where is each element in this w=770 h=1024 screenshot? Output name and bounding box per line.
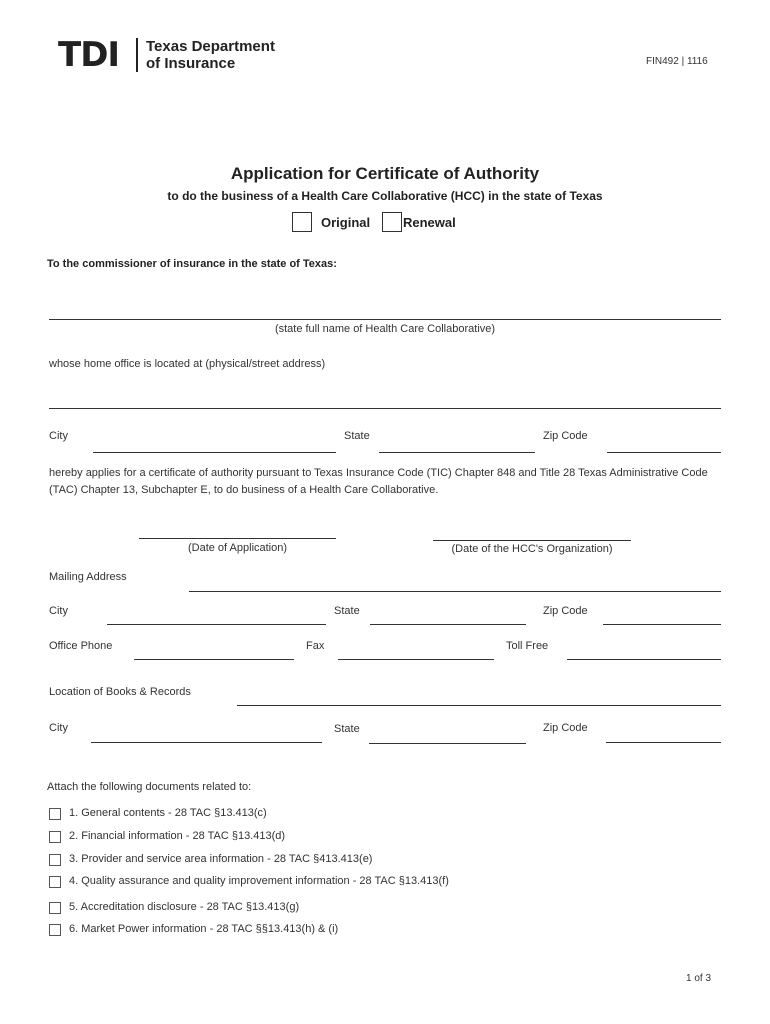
attachment-checkbox-5[interactable]	[49, 902, 61, 914]
mailing-city-label: City	[49, 605, 68, 617]
state-field[interactable]	[379, 452, 535, 453]
logo-text-line1: Texas Department	[146, 38, 275, 55]
attachment-item-5: 5. Accreditation disclosure - 28 TAC §13.413(g)	[69, 901, 300, 913]
logo-divider	[136, 38, 138, 72]
books-state-label: State	[334, 723, 360, 735]
mailing-zip-label: Zip Code	[543, 605, 588, 617]
date-application-caption: (Date of Application)	[187, 542, 288, 554]
page-title: Application for Certificate of Authority	[230, 164, 540, 183]
books-city-label: City	[49, 722, 68, 734]
date-organization-field[interactable]	[433, 540, 631, 541]
attach-heading: Attach the following documents related to:	[47, 781, 252, 793]
attachment-item-3: 3. Provider and service area information - 28 TAC §413.413(e)	[69, 853, 373, 865]
logo-text-line2: of Insurance	[146, 55, 236, 72]
salutation: To the commissioner of insurance in the state of Texas:	[47, 258, 337, 270]
home-office-address-field[interactable]	[49, 408, 721, 409]
books-zip-field[interactable]	[606, 742, 721, 743]
page-number: 1 of 3	[686, 973, 712, 984]
attachment-checkbox-3[interactable]	[49, 854, 61, 866]
attachment-checkbox-2[interactable]	[49, 831, 61, 843]
date-application-field[interactable]	[139, 538, 336, 539]
attachment-item-6: 6. Market Power information - 28 TAC §§13.413(h) & (i)	[69, 923, 339, 935]
mailing-address-label: Mailing Address	[49, 571, 127, 583]
fax-label: Fax	[306, 640, 325, 652]
mailing-zip-field[interactable]	[603, 624, 721, 625]
original-label: Original	[321, 215, 371, 230]
books-zip-label: Zip Code	[543, 722, 588, 734]
tdi-logo-mark: TDI	[58, 35, 120, 75]
form-number: FIN492 | 1116	[646, 56, 708, 67]
page-subtitle: to do the business of a Health Care Collaborative (HCC) in the state of Texas	[167, 189, 603, 203]
attachment-item-4: 4. Quality assurance and quality improvement information - 28 TAC §13.413(f)	[69, 875, 449, 887]
renewal-checkbox[interactable]	[382, 212, 402, 232]
toll-free-label: Toll Free	[506, 640, 549, 652]
attachment-item-1: 1. General contents - 28 TAC §13.413(c)	[69, 807, 267, 819]
attachment-item-2: 2. Financial information - 28 TAC §13.413(d)	[69, 830, 286, 842]
home-office-label: whose home office is located at (physical/street address)	[49, 358, 326, 370]
mailing-city-field[interactable]	[107, 624, 326, 625]
location-books-field[interactable]	[237, 705, 721, 706]
mailing-state-field[interactable]	[370, 624, 526, 625]
attachment-checkbox-1[interactable]	[49, 808, 61, 820]
office-phone-field[interactable]	[134, 659, 294, 660]
toll-free-field[interactable]	[567, 659, 721, 660]
zip-field[interactable]	[607, 452, 721, 453]
office-phone-label: Office Phone	[49, 640, 113, 652]
attachment-checkbox-6[interactable]	[49, 924, 61, 936]
attachment-checkbox-4[interactable]	[49, 876, 61, 888]
mailing-state-label: State	[334, 605, 360, 617]
mailing-address-field[interactable]	[189, 591, 721, 592]
location-books-label: Location of Books & Records	[49, 686, 191, 698]
fax-field[interactable]	[338, 659, 494, 660]
application-paragraph: hereby applies for a certificate of authority pursuant to Texas Insurance Code (TIC) Chapter 848 and Title 28 Texas Administrative Code (TAC) Chapter 13, Subchapter E, to do business of a Health Care Collaborative.	[49, 467, 708, 496]
zip-label: Zip Code	[543, 430, 588, 442]
state-label: State	[344, 430, 370, 442]
city-label: City	[49, 430, 68, 442]
books-city-field[interactable]	[91, 742, 322, 743]
renewal-label: Renewal	[403, 215, 456, 230]
city-field[interactable]	[93, 452, 336, 453]
books-state-field[interactable]	[369, 743, 526, 744]
date-organization-caption: (Date of the HCC's Organization)	[451, 543, 613, 555]
hcc-name-field[interactable]	[49, 319, 721, 320]
original-checkbox[interactable]	[292, 212, 312, 232]
hcc-name-caption: (state full name of Health Care Collaborative)	[274, 323, 496, 335]
